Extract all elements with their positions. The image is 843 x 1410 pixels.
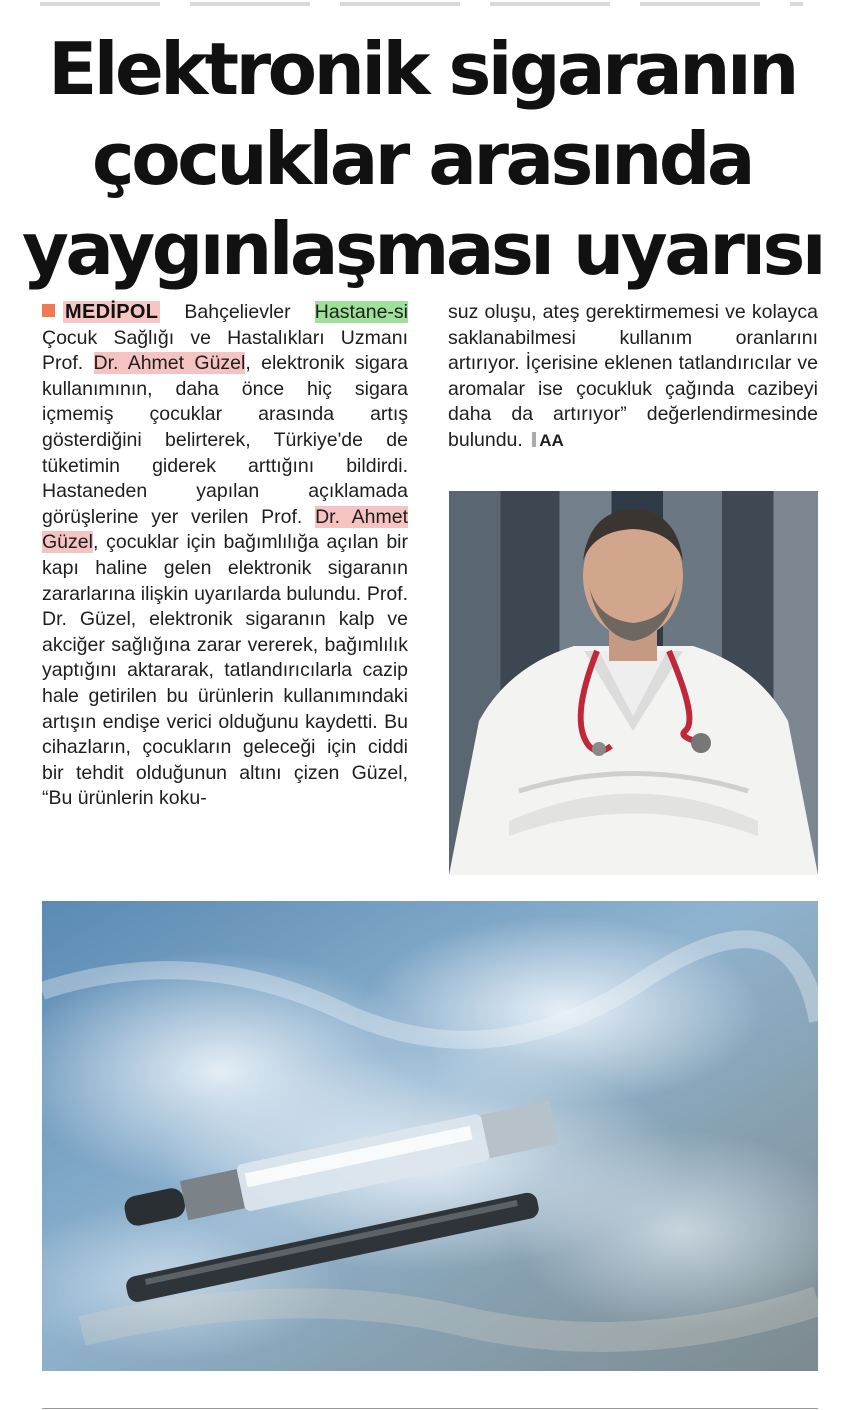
- top-rule: [40, 2, 803, 6]
- body-text-2: Çocuk Sağlığı ve Hastalıkları Uzmanı Prof.: [42, 326, 408, 375]
- doctor-portrait-illustration: [449, 491, 818, 875]
- body-text-5: suz oluşu, ateş gerektirmemesi ve kolayca saklanabilmesi kullanım oranlarını artırıyor. İçerisine eklenen tatlandırıcılar ve aromalar ise çocukluk çağında cazibeyi daha da artırıyor” değerlendirmesinde bulundu.: [448, 301, 818, 451]
- article-column-left: [42, 300, 408, 812]
- doctor-photo: [449, 491, 818, 875]
- bottom-rule: [42, 1408, 818, 1409]
- brand-bullet-icon: [42, 304, 55, 317]
- source-label: AA: [539, 430, 564, 450]
- body-text-1: Bahçelievler: [184, 301, 291, 323]
- headline-line-1: Elektronik sigaranın: [48, 27, 796, 111]
- e-cigarette-photo: [42, 901, 818, 1371]
- e-cigarette-smoke-illustration: [42, 901, 818, 1371]
- headline-line-2: çocuklar arasında: [92, 117, 752, 201]
- doctor-name-highlight-1: Dr. Ahmet Güzel: [93, 352, 246, 375]
- hospital-highlight-a: Hastane-: [314, 301, 394, 323]
- headline: [22, 24, 822, 294]
- body-text-3: , elektronik sigara kullanımının, daha önce hiç sigara içmemiş çocuklar arasında artış gösterdiğini belirterek, Türkiye'de de tüketimin giderek arttığını bildirdi. Hastaneden yapılan açıklamada görüşlerine yer verilen Prof.: [42, 352, 408, 528]
- hospital-highlight-b: si: [393, 301, 409, 323]
- source-marker-icon: [532, 432, 536, 447]
- headline-line-3: yaygınlaşması uyarısı: [22, 207, 824, 291]
- article-column-right: [448, 300, 818, 454]
- body-text-4: , çocuklar için bağımlılığa açılan bir kapı haline gelen elektronik sigaranın zararlarına ilişkin uyarılarda bulundu. Prof. Dr. Güzel, elektronik sigaranın kalp ve akciğer sağlığına zarar vererek, bağımlılık yaptığını aktararak, tatlandırıcılarla cazip hale getirilen bu ürünlerin kullanımındaki artışın endişe verici olduğunu kaydetti. Bu cihazların, çocukların geleceği için ciddi bir tehdit olduğunun altını çizen Güzel, “Bu ürünlerin koku-: [42, 531, 408, 810]
- news-source: [532, 431, 564, 450]
- doctor-name-highlight-2: Dr. Ahmet Güzel: [42, 505, 409, 554]
- brand-name: MEDİPOL: [65, 301, 159, 323]
